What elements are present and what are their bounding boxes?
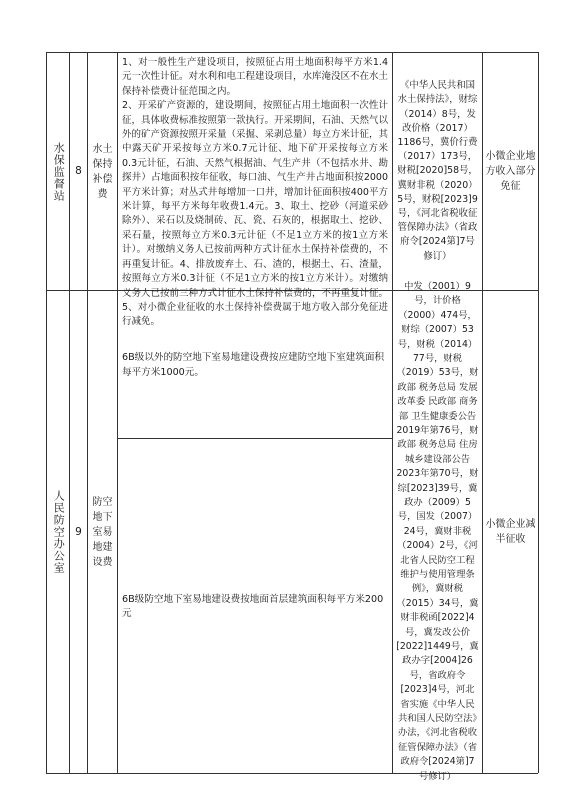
row1-policy-cell	[483, 53, 538, 290]
seq-number: 8	[75, 165, 82, 178]
row1-content-cell	[118, 54, 392, 328]
policy-basis-text: 中发（2001）9号，计价格（2000）474号，财综（2007）53号，财税（2014）77号，财税（2019）53号，财政部 税务总局 发展改革委 民政部 商务部 卫生健康委公告2019年第76号，财政部 税务总局 住房城乡建设部公告2023年第70号，财综[2023]39号，冀政办（2009）5号，国发（2007）24号，冀财非税（2004）2号，《河北省人民防空工程维护与使用管理条例》，冀财税（2015）34号，冀财非税函[2022]4号，冀发改公价[2022]1449号，冀政办字[2004]26号，省政府令[2023]4号，河北省实施《中华人民共和国人民防空法》办法，《河北省税收征管保障办法》（省政府令[2024第]7号修订）	[396, 280, 479, 782]
policy-basis-text: 《中华人民共和国水土保持法》，财综（2014）8号，发改价格（2017）1186号，冀价行费（2017）173号，财税[2020]58号，冀财非税（2020）5号，财税[2023]9号，《河北省税收征管保障办法》（省政府令[2024第]7号修订）	[397, 80, 478, 262]
row1-item-cell	[88, 53, 117, 290]
row2-seq-cell	[70, 291, 87, 773]
preferential-policy-text: 小微企业地方收入部分免征	[485, 151, 536, 192]
row2-department-cell	[47, 291, 69, 773]
row2-content-b-cell	[118, 439, 392, 773]
department-name: 人民防空办公室	[52, 490, 66, 574]
row1-seq-cell	[70, 53, 87, 290]
row2-basis-cell	[393, 280, 482, 782]
row2-policy-cell	[483, 291, 538, 773]
department-name: 水保监督站	[52, 141, 66, 202]
fee-item-name: 水土保持补偿费	[92, 143, 113, 200]
preferential-policy-text: 小微企业减半征收	[485, 519, 536, 545]
row1-department-cell	[47, 53, 69, 290]
fee-standard-text-6b-other: 6B级以外的防空地下室易地建设费按应建防空地下室建筑面积每平方米1000元。	[122, 352, 385, 378]
fee-standard-text: 1、对一般性生产建设项目，按照征占用土地面积每平方米1.4元一次性计征。对水利和电工程建设项目，水库淹没区不在水土保持补偿费计征范围之内。 2、开采矿产资源的，建设期间，按照征占用土地面积一次性计征，具体收费标准按照第一款执行。开采期间，石油、天然气以外的矿产资源按照开采量（采掘、采剥总量）每立方米计征，其中露天矿开采按每立方米0.7元计征、地下矿开采按每立方米0.3元计征，石油、天然气根据油、气生产井（不包括水井、勘探井）占地面积按年征收，每口油、气生产井占地面积按2000平方米计算；对丛式井每增加一口井，增加计征面积按400平方米计算，每平方米每年收费1.4元。3、取土、挖砂（河道采砂除外）、采石以及烧制砖、瓦、瓷、石灰的，根据取土、挖砂、采石量，按照每立方米0.3元计征（不足1立方米的按1立方米计）。对缴纳义务人已按前两种方式计征水土保持补偿费的，不再重复计征。4、排放废弃土、石、渣的，根据土、石、渣量，按照每立方米0.3计征（不足1立方米的按1立方米计）。对缴纳义务人已按前三种方式计征水土保持补偿费的，不再重复计征。5、对小微企业征收的水土保持补偿费属于地方收入部分免征进行减免。	[122, 57, 389, 328]
row2-item-cell	[88, 291, 117, 773]
seq-number: 9	[75, 525, 82, 538]
row2-content-a-cell	[118, 291, 392, 438]
fee-item-name: 防空地下室易地建设费	[92, 496, 113, 568]
row1-basis-cell	[393, 53, 482, 290]
fee-standard-text-6b: 6B级防空地下室易地建设费按地面首层建筑面积每平方米200元	[122, 593, 384, 619]
col-border-right	[538, 52, 539, 773]
